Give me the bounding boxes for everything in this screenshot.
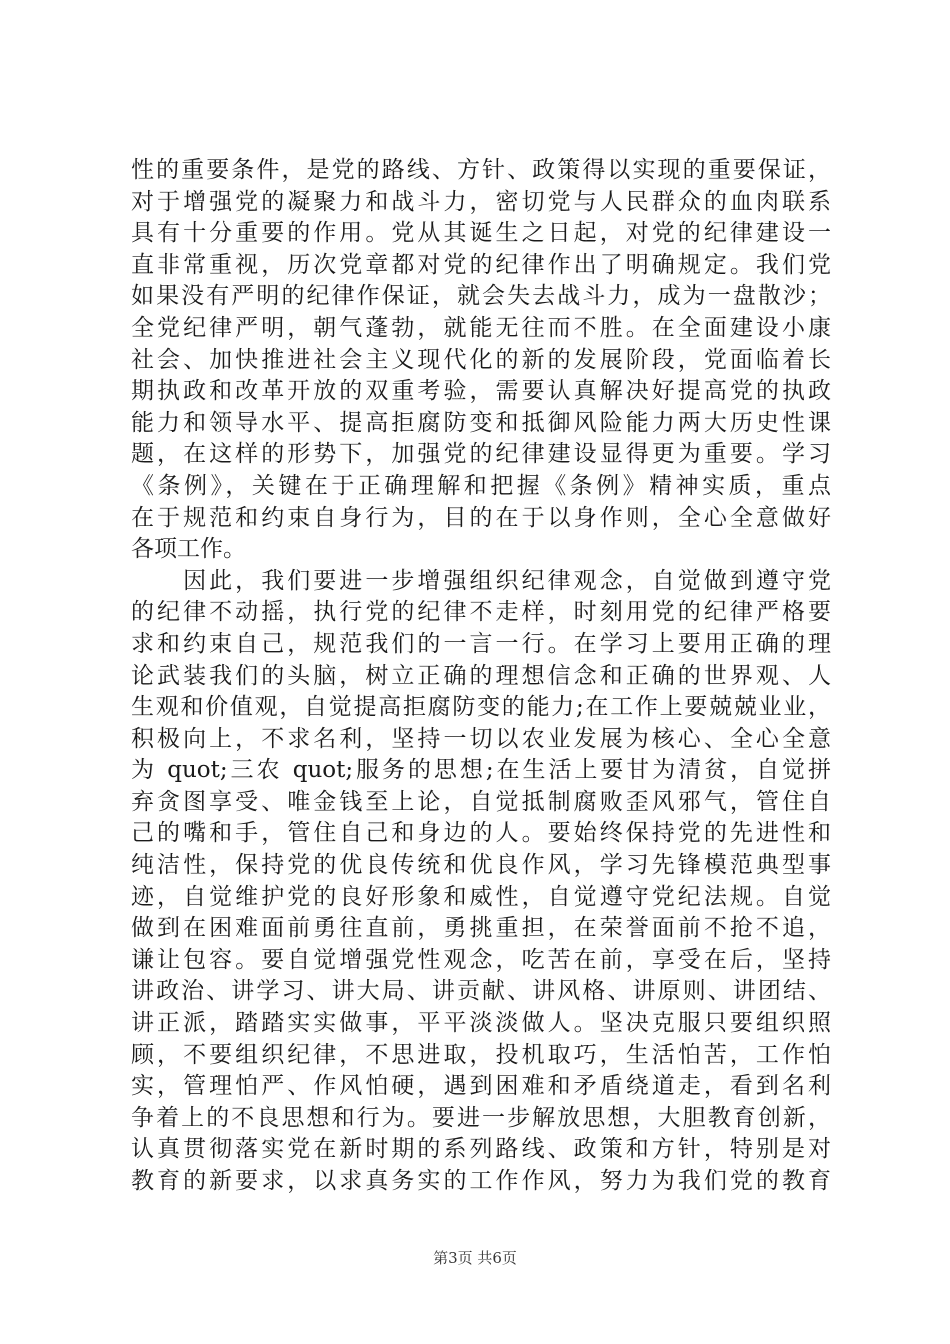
text-line: 直非常重视，历次党章都对党的纪律作出了明确规定。我们党 <box>131 251 831 278</box>
text-line: 争着上的不良思想和行为。要进一步解放思想，大胆教育创新， <box>131 1104 831 1131</box>
text-line: 讲政治、讲学习、讲大局、讲贡献、讲风格、讲原则、讲团结、 <box>131 978 831 1005</box>
text-line: 顾，不要组织纪律，不思进取，投机取巧，生活怕苦，工作怕 <box>131 1041 831 1068</box>
text-line: 迹，自觉维护党的良好形象和威性，自觉遵守党纪法规。自觉 <box>131 883 831 910</box>
text-line: 性的重要条件，是党的路线、方针、政策得以实现的重要保证， <box>131 157 831 183</box>
text-line: 谦让包容。要自觉增强党性观念，吃苦在前，享受在后，坚持 <box>131 946 831 973</box>
text-line: 全党纪律严明，朝气蓬勃，就能无往而不胜。在全面建设小康 <box>131 314 831 341</box>
text-line: 积极向上，不求名利，坚持一切以农业发展为核心、全心全意 <box>131 725 831 752</box>
text-line: 《条例》，关键在于正确理解和把握《条例》精神实质，重点 <box>131 472 831 499</box>
text-line: 对于增强党的凝聚力和战斗力，密切党与人民群众的血肉联系 <box>131 188 831 215</box>
text-line: 生观和价值观，自觉提高拒腐防变的能力;在工作上要兢兢业业， <box>131 694 831 721</box>
text-line: 能力和领导水平、提高拒腐防变和抵御风险能力两大历史性课 <box>131 409 831 436</box>
text-line: 论武装我们的头脑，树立正确的理想信念和正确的世界观、人 <box>131 662 831 689</box>
text-line: 己的嘴和手，管住自己和身边的人。要始终保持党的先进性和 <box>131 820 831 847</box>
page-footer: 第3页 共6页 <box>433 1249 517 1267</box>
text-line: 纯洁性，保持党的优良传统和优良作风，学习先锋模范典型事 <box>131 852 831 879</box>
text-line: 教育的新要求，以求真务实的工作作风，努力为我们党的教育 <box>131 1168 831 1194</box>
text-line: 具有十分重要的作用。党从其诞生之日起，对党的纪律建设一 <box>131 220 831 247</box>
text-line: 期执政和改革开放的双重考验，需要认真解决好提高党的执政 <box>131 378 831 405</box>
text-line: 各项工作。 <box>131 536 246 563</box>
text-line: 如果没有严明的纪律作保证，就会失去战斗力，成为一盘散沙； <box>131 283 831 310</box>
document-body <box>131 155 831 1198</box>
text-line: 做到在困难面前勇往直前，勇挑重担，在荣誉面前不抢不追， <box>131 915 831 942</box>
text-line: 讲正派，踏踏实实做事，平平淡淡做人。坚决克服只要组织照 <box>131 1010 831 1037</box>
text-line: 的纪律不动摇，执行党的纪律不走样，时刻用党的纪律严格要 <box>131 599 831 626</box>
text-line: 求和约束自己，规范我们的一言一行。在学习上要用正确的理 <box>131 630 831 657</box>
text-line: 实，管理怕严、作风怕硬，遇到困难和矛盾绕道走，看到名利 <box>131 1073 831 1100</box>
text-line: 因此，我们要进一步增强组织纪律观念，自觉做到遵守党 <box>131 567 831 594</box>
text-line: 社会、加快推进社会主义现代化的新的发展阶段，党面临着长 <box>131 346 831 373</box>
text-line: 弃贪图享受、唯金钱至上论，自觉抵制腐败歪风邪气，管住自 <box>131 788 831 815</box>
text-line: 题，在这样的形势下，加强党的纪律建设显得更为重要。学习 <box>131 441 831 468</box>
text-line: 为 quot;三农 quot;服务的思想;在生活上要甘为清贫，自觉拼 <box>131 757 831 784</box>
text-line: 在于规范和约束自身行为，目的在于以身作则，全心全意做好 <box>131 504 831 531</box>
text-line: 认真贯彻落实党在新时期的系列路线、政策和方针，特别是对 <box>131 1136 831 1163</box>
